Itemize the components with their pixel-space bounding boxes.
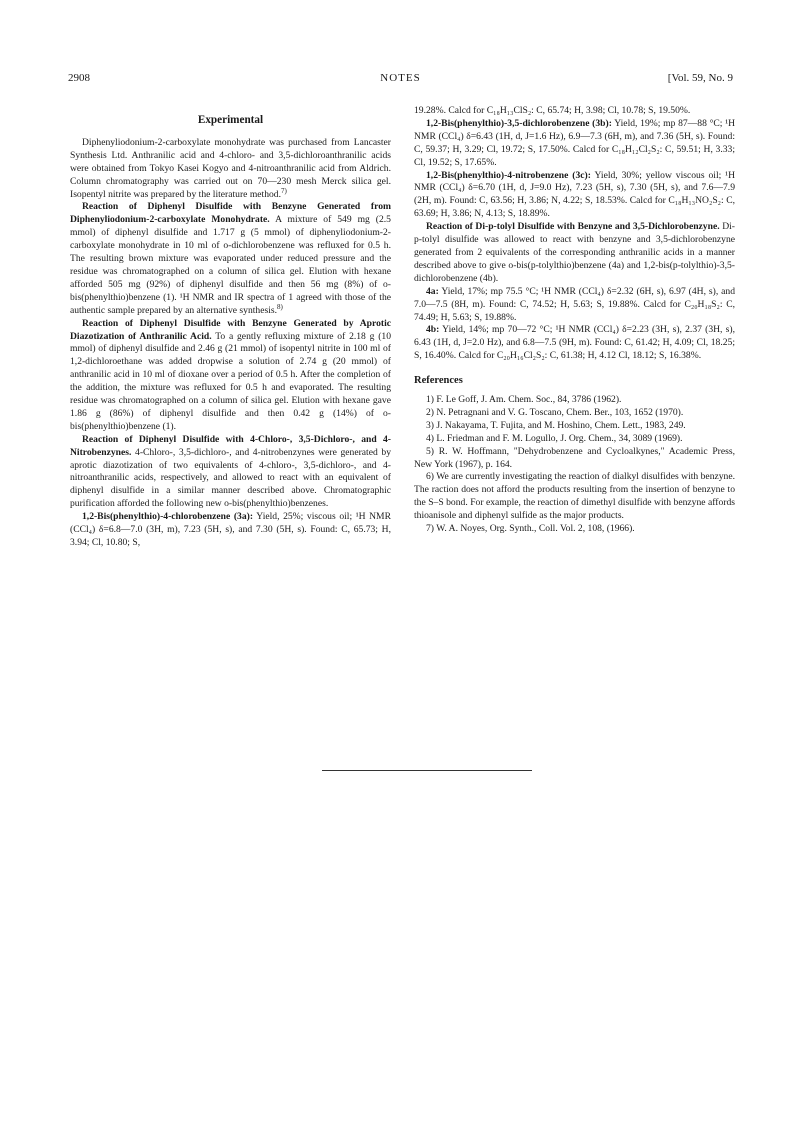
citation-mark: 7) xyxy=(281,186,287,195)
compound-4a-paragraph xyxy=(414,286,735,325)
page-number: 2908 xyxy=(68,72,90,84)
volume-info: [Vol. 59, No. 9 xyxy=(667,72,733,84)
procedure-paragraph-2 xyxy=(70,318,391,434)
procedure-text: A mixture of 549 mg (2.5 mmol) of diphenyl disulfide and 1.717 g (5 mmol) of diphenyliodonium-2-carboxylate monohydrate in 10 ml of o-dichlorobenzene was refluxed for 0.5 h. The resulting brown mixture was evaporated under reduced pressure and the residue was chromatographed on a column of silica gel. Elution with hexane afforded 505 mg (92%) of diphenyl disulfide and then 56 mg (8%) of o-bis(phenylthio)benzene (1). ¹H NMR and IR spectra of 1 agreed with those of the authentic sample prepared by an alternative synthesis. xyxy=(70,214,391,316)
compound-data: Yield, 17%; mp 75.5 °C; ¹H NMR (CCl₄) δ=2.32 (6H, s), 6.97 (4H, s), and 7.0—7.5 (8H, m). Found: C, 74.52; H, 5.63; S, 19.88%. Calcd for C₂₀H₁₈S₂: C, 74.49; H, 5.63; S, 19.88%. xyxy=(414,285,735,323)
compound-3a-paragraph xyxy=(70,511,391,550)
procedure-title: Reaction of Di-p-tolyl Disulfide with Benzyne and 3,5-Dichlorobenzyne. xyxy=(426,221,720,233)
citation-mark: 8) xyxy=(277,302,283,311)
compound-title: 1,2-Bis(phenylthio)-3,5-dichlorobenzene (3b): xyxy=(426,117,612,129)
experimental-heading: Experimental xyxy=(197,114,264,126)
reference-item: 1) F. Le Goff, J. Am. Chem. Soc., 84, 3786 (1962). xyxy=(426,394,622,406)
compound-data: Yield, 30%; yellow viscous oil; ¹H NMR (CCl₄) δ=6.70 (1H, d, J=9.0 Hz), 7.23 (5H, s), 7.30 (5H, s), and 7.6—7.9 (2H, m). Found: C, 63.56; H, 3.86; N, 4.22; S, 18.53%. Calcd for C₁₈H₁₃NO₂S₂: C, 63.69; H, 3.86; N, 4.13; S, 18.89%. xyxy=(414,169,735,220)
procedure-text: 4-Chloro-, 3,5-dichloro-, and 4-nitrobenzynes were generated by aprotic diazotization of two equivalents of 4-chloro-, 3,5-dichloro-, and 4-nitroanthranilic acids, respectively, and allowed to react with an equivalent of diphenyl disulfide in a similar manner described above. Chromatographic purification afforded the following new o-bis(phenylthio)benzenes. xyxy=(70,446,391,510)
compound-title: 4a: xyxy=(426,285,439,297)
reference-item: 6) We are currently investigating the reaction of dialkyl disulfides with benzyne. The raction does not afford the products resulting from the insertion of benzyne to the S–S bond. For example, the reaction of dimethyl disulfide with benzyne affords thioanisole and diphenyl sulfide as the major products. xyxy=(414,471,735,522)
compound-3b-paragraph xyxy=(414,118,735,170)
end-rule xyxy=(322,770,532,771)
compound-data: Yield, 19%; mp 87—88 °C; ¹H NMR (CCl₄) δ=6.43 (1H, d, J=1.6 Hz), 6.9—7.3 (6H, m), and 7.36 (5H, s). Found: C, 59.37; H, 3.29; Cl, 19.72; S, 17.50%. Calcd for C₁₈H₁₂Cl₂S₂: C, 59.51; H, 3.33; Cl, 19.52; S, 17.65%. xyxy=(414,117,735,168)
running-header xyxy=(68,72,733,86)
compound-title: 1,2-Bis(phenylthio)-4-chlorobenzene (3a): xyxy=(82,511,254,523)
left-column xyxy=(70,104,391,550)
procedure-text: To a gently refluxing mixture of 2.18 g (10 mmol) of diphenyl disulfide and 2.46 g (21 mmol) of isopentyl nitrite in 100 ml of 1,2-dichloroethane was added dropwise a solution of 2.74 g (20 mmol) of anthranilic acid in 10 ml of dioxane over a period of 0.5 h. After the completion of the addition, the mixture was refluxed for 0.5 h and evaporated. The resulting residue was chromatographed on a column of silica gel. Elution with hexane gave 1.86 g (86%) of diphenyl disulfide and then 0.42 g (14%) of o-bis(phenylthio)benzene (1). xyxy=(70,330,391,432)
compound-3a-continued: 19.28%. Calcd for C₁₈H₁₃ClS₂: C, 65.74; H, 3.98; Cl, 10.78; S, 19.50%. xyxy=(414,105,691,116)
compound-data: Yield, 14%; mp 70—72 °C; ¹H NMR (CCl₄) δ=2.23 (3H, s), 2.37 (3H, s), 6.43 (1H, d, J=2.0 Hz), and 6.8—7.5 (9H, m). Found: C, 61.42; H, 4.09; Cl, 18.25; S, 16.40%. Calcd for C₂₀H₁₆Cl₂S₂: C, 61.38; H, 4.12 Cl, 18.12; S, 16.38%. xyxy=(414,324,735,362)
section-title: NOTES xyxy=(380,72,421,84)
materials-paragraph xyxy=(70,137,391,202)
procedure-title: Reaction of Diphenyl Disulfide with Benzyne Generated by Aprotic Diazotization of Anthranilic Acid. xyxy=(70,317,391,342)
reference-item: 7) W. A. Noyes, Org. Synth., Coll. Vol. 2, 108, (1966). xyxy=(426,523,635,535)
materials-text: Diphenyliodonium-2-carboxylate monohydrate was purchased from Lancaster Synthesis Ltd. Anthranilic acid and 4-chloro- and 3,5-dichloroanthranilic acids were obtained from Tokyo Kasei Kogyo and 4-nitroanthranilic acid from Aldrich. Column chromatography was carried out on 70—230 mesh Merck silica gel. Isopentyl nitrite was prepared by the literature method. xyxy=(70,136,391,200)
right-column xyxy=(414,105,735,536)
compound-3c-paragraph xyxy=(414,170,735,222)
references-heading: References xyxy=(414,375,463,387)
reference-item: 4) L. Friedman and F. M. Logullo, J. Org. Chem., 34, 3089 (1969). xyxy=(426,432,683,444)
procedure-text: Di-p-tolyl disulfide was allowed to react with benzyne and 3,5-dichlorobenzyne generated from 2 equivalents of the corresponding anthranilic acids in a manner described above to give o-bis(p-tolylthio)benzene (4a) and 1,2-bis(p-tolylthio)-3,5-dichlorobenzene (4b). xyxy=(414,221,736,284)
reference-item: 5) R. W. Hoffmann, "Dehydrobenzene and Cycloalkynes," Academic Press, New York (1967), p. 164. xyxy=(414,445,735,470)
compound-title: 4b: xyxy=(426,324,440,336)
compound-title: 1,2-Bis(phenylthio)-4-nitrobenzene (3c): xyxy=(426,169,591,181)
procedure-paragraph-4 xyxy=(414,221,735,286)
procedure-title: Reaction of Diphenyl Disulfide with 4-Chloro-, 3,5-Dichloro-, and 4-Nitrobenzynes. xyxy=(70,433,391,458)
reference-item: 3) J. Nakayama, T. Fujita, and M. Hoshino, Chem. Lett., 1983, 249. xyxy=(426,419,686,431)
procedure-paragraph-1 xyxy=(70,201,391,317)
compound-4b-paragraph xyxy=(414,324,735,363)
procedure-title: Reaction of Diphenyl Disulfide with Benzyne Generated from Diphenyliodonium-2-carboxylate Monohydrate. xyxy=(70,201,391,226)
compound-data: Yield, 25%; viscous oil; ¹H NMR (CCl₄) δ=6.8—7.0 (3H, m), 7.23 (5H, s), and 7.30 (5H, s). Found: C, 65.73; H, 3.94; Cl, 10.80; S, xyxy=(70,511,391,548)
procedure-paragraph-3 xyxy=(70,434,391,511)
reference-item: 2) N. Petragnani and V. G. Toscano, Chem. Ber., 103, 1652 (1970). xyxy=(426,406,684,418)
